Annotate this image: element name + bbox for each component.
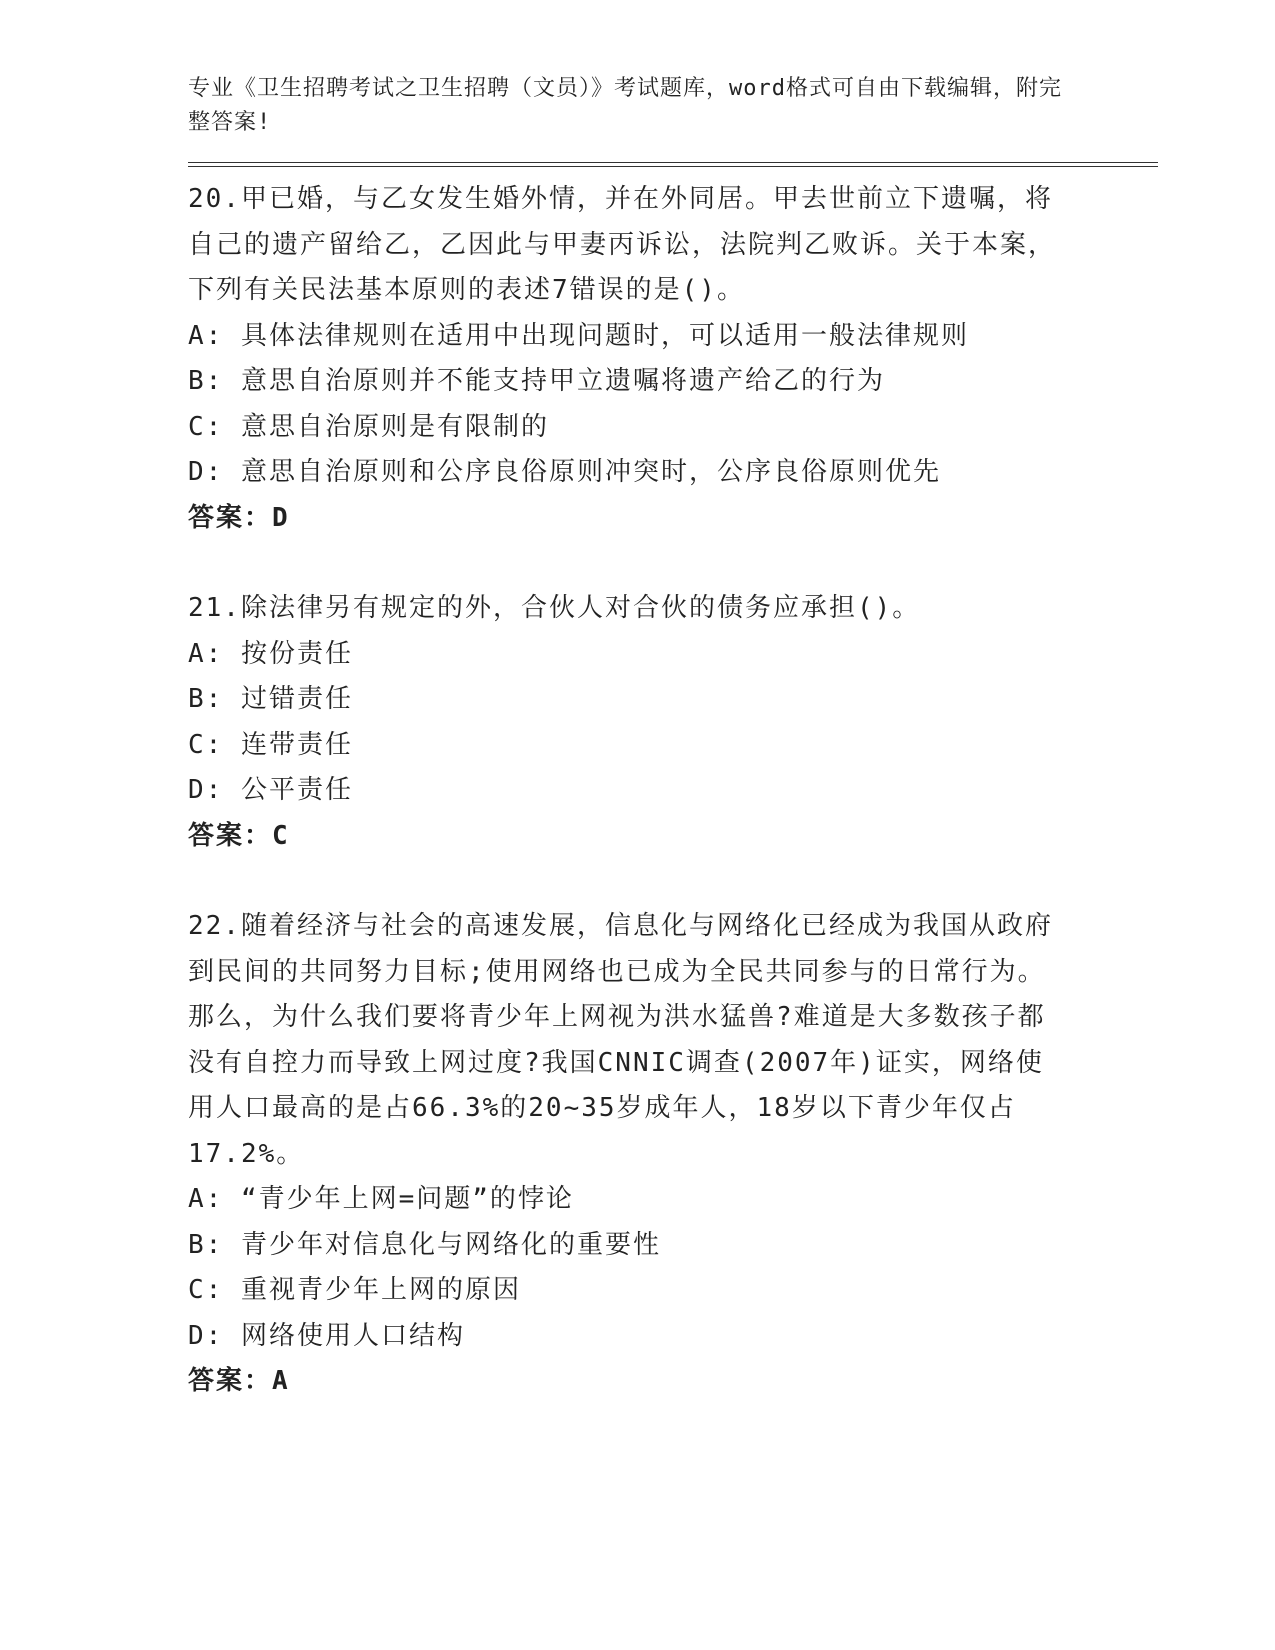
question-20 — [188, 177, 1068, 541]
option-a: A: “青少年上网=问题”的悖论 — [188, 1184, 574, 1214]
question-stem: 20.甲已婚，与乙女发生婚外情，并在外同居。甲去世前立下遗嘱，将自己的遗产留给乙，乙因此与甲妻丙诉讼，法院判乙败诉。关于本案，下列有关民法基本原则的表述7错误的是()。 — [188, 184, 1057, 305]
question-22 — [188, 904, 1068, 1405]
option-b: B: 意思自治原则并不能支持甲立遗嘱将遗产给乙的行为 — [188, 366, 885, 396]
header-divider — [188, 162, 1158, 167]
option-c: C: 连带责任 — [188, 729, 353, 760]
question-stem: 21.除法律另有规定的外，合伙人对合伙的债务应承担()。 — [188, 593, 921, 623]
option-b: B: 过错责任 — [188, 684, 353, 714]
option-a: A: 按份责任 — [188, 638, 353, 669]
document-header: 专业《卫生招聘考试之卫生招聘（文员）》考试题库，word格式可自由下载编辑，附完整答案! — [188, 76, 1062, 135]
option-c: C: 重视青少年上网的原因 — [188, 1275, 521, 1305]
document-page — [188, 72, 1158, 1405]
option-d: D: 意思自治原则和公序良俗原则冲突时，公序良俗原则优先 — [188, 457, 941, 487]
option-d: D: 公平责任 — [188, 775, 353, 805]
option-a: A: 具体法律规则在适用中出现问题时，可以适用一般法律规则 — [188, 320, 969, 351]
option-d: D: 网络使用人口结构 — [188, 1320, 465, 1351]
answer-line: 答案：D — [188, 502, 290, 533]
question-21 — [188, 586, 1068, 859]
question-stem: 22.随着经济与社会的高速发展，信息化与网络化已经成为我国从政府到民间的共同努力目标;使用网络也已成为全民共同参与的日常行为。那么，为什么我们要将青少年上网视为洪水猛兽?难道是大多数孩子都没有自控力而导致上网过度?我国CNNIC调查(2007年)证实，网络使用人口最高的是占66.3%的20~35岁成年人，18岁以下青少年仅占17.2%。 — [188, 911, 1053, 1169]
option-b: B: 青少年对信息化与网络化的重要性 — [188, 1229, 661, 1260]
answer-line: 答案：A — [188, 1366, 290, 1396]
answer-line: 答案：C — [188, 820, 290, 851]
option-c: C: 意思自治原则是有限制的 — [188, 411, 549, 442]
